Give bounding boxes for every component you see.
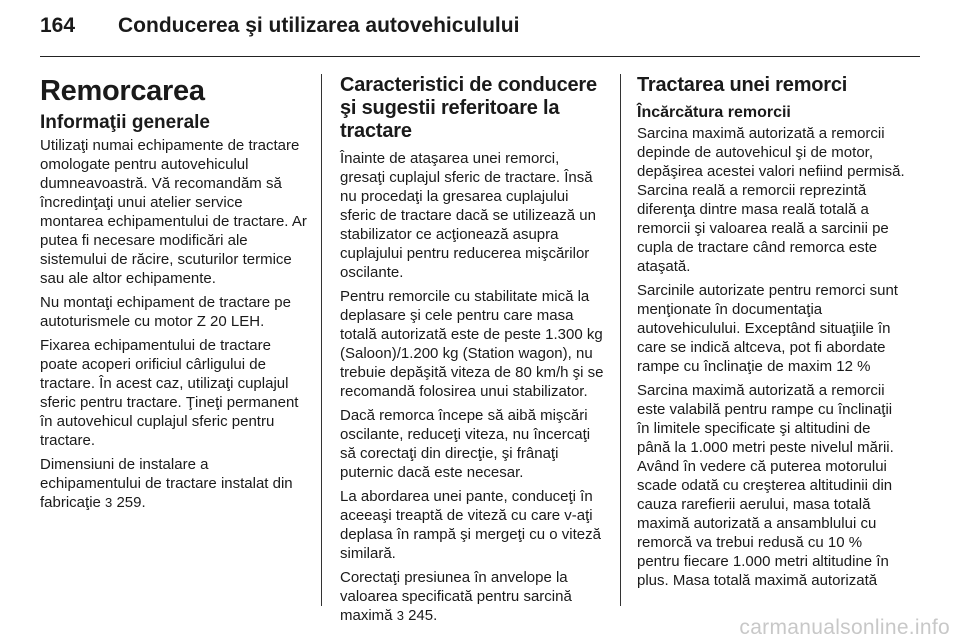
page-number: 164: [40, 14, 76, 37]
page-title: Conducerea şi utilizarea autovehiculului: [118, 14, 520, 37]
paragraph: Sarcinile autorizate pentru remorci sunt menţionate în documentaţia autovehiculului. Exceptând situaţiile în care se indică altceva, pot fi abordate rampe cu înclinaţie de maxim 12 %: [637, 282, 898, 375]
paragraph: La abordarea unei pante, conduceţi în aceeaşi treaptă de viteză cu care v-aţi deplasa în rampă şi mergeţi cu o viteză similară.: [340, 488, 601, 562]
paragraph: Dacă remorca începe să aibă mişcări oscilante, reduceţi viteza, nu încercaţi să corectaţi din direcţie, şi frânaţi puternic dacă este necesar.: [340, 407, 591, 481]
driving-tips-heading: Caracteristici de conducere şi sugestii referitoare la tractare: [340, 74, 597, 142]
watermark: carmanualsonline.info: [739, 616, 950, 639]
paragraph-text: Corectaţi presiunea în anvelope la valoarea specificată pentru sarcină maximă: [340, 569, 572, 624]
page-reference-arrow-icon: 3: [396, 608, 404, 623]
towing-heading: Tractarea unei remorci: [637, 74, 848, 96]
paragraph: Utilizaţi numai echipamente de tractare omologate pentru autovehiculul dumneavoastră. Vă recomandăm să încredinţaţi unui atelier service montarea echipamentului de tractare. Ar putea fi necesare modificări ale sistemului de răcire, scuturilor termice sau ale altor echipamente.: [40, 137, 307, 287]
column-1: [40, 74, 308, 517]
general-info-heading: Informaţii generale: [40, 112, 210, 133]
paragraph-with-reference: [340, 568, 606, 625]
column-2: [340, 74, 606, 630]
page-reference-arrow-icon: 3: [105, 495, 113, 510]
section-title: Remorcarea: [40, 75, 205, 107]
page-reference-link[interactable]: 259.: [116, 494, 146, 511]
paragraph: Nu montaţi echipament de tractare pe autoturismele cu motor Z 20 LEH.: [40, 294, 291, 330]
column-3: [637, 74, 905, 595]
paragraph-text: Dimensiuni de instalare a echipamentului de tractare instalat din fabricaţie: [40, 456, 293, 511]
paragraph-with-reference: [40, 455, 308, 512]
trailer-load-heading: Încărcătura remorcii: [637, 104, 791, 121]
paragraph: Fixarea echipamentului de tractare poate acoperi orificiul cârligului de tractare. În acest caz, utilizaţi cuplajul sferic pentru tractare. Ţineţi permanent în autovehicul cuplajul sferic pentru tractare.: [40, 337, 299, 449]
page-reference-link[interactable]: 245.: [408, 607, 438, 624]
paragraph: Pentru remorcile cu stabilitate mică la deplasare şi cele pentru care masa totală autorizată este de peste 1.300 kg (Saloon)/1.200 kg (Station wagon), nu trebuie depăşită viteza de 80 km/h şi se recomandă folosirea unui stabilizator.: [340, 288, 604, 400]
column-divider-1: [321, 74, 322, 606]
paragraph: Sarcina maximă autorizată a remorcii depinde de autovehicul şi de motor, depăşirea acestei valori nefiind permisă. Sarcina reală a remorcii reprezintă diferenţa dintre masa reală totală a remorcii şi valoarea reală a sarcinii pe cupla de tractare când remorca este ataşată.: [637, 125, 905, 275]
paragraph: Sarcina maximă autorizată a remorcii este valabilă pentru rampe cu înclinaţii în limitele specificate şi altitudini de până la 1.000 metri peste nivelul mării. Având în vedere că puterea motorului scade odată cu creşterea altitudinii din cauza rarefierii aerului, masa totală maximă autorizată a ansamblului cu remorcă va trebui redusă cu 10 % pentru fiecare 1.000 metri altitudine în plus. Masa totală maximă autorizată: [637, 382, 894, 589]
paragraph: Înainte de ataşarea unei remorci, gresaţi cuplajul sferic de tractare. Însă nu procedaţi la gresarea cuplajului sferic de tractare dacă se utilizează un stabilizator ce acţionează asupra cuplajului pentru reducerea mişcărilor oscilante.: [340, 150, 596, 281]
header-rule: [40, 56, 920, 57]
column-divider-2: [620, 74, 621, 606]
page-header: [40, 8, 920, 52]
